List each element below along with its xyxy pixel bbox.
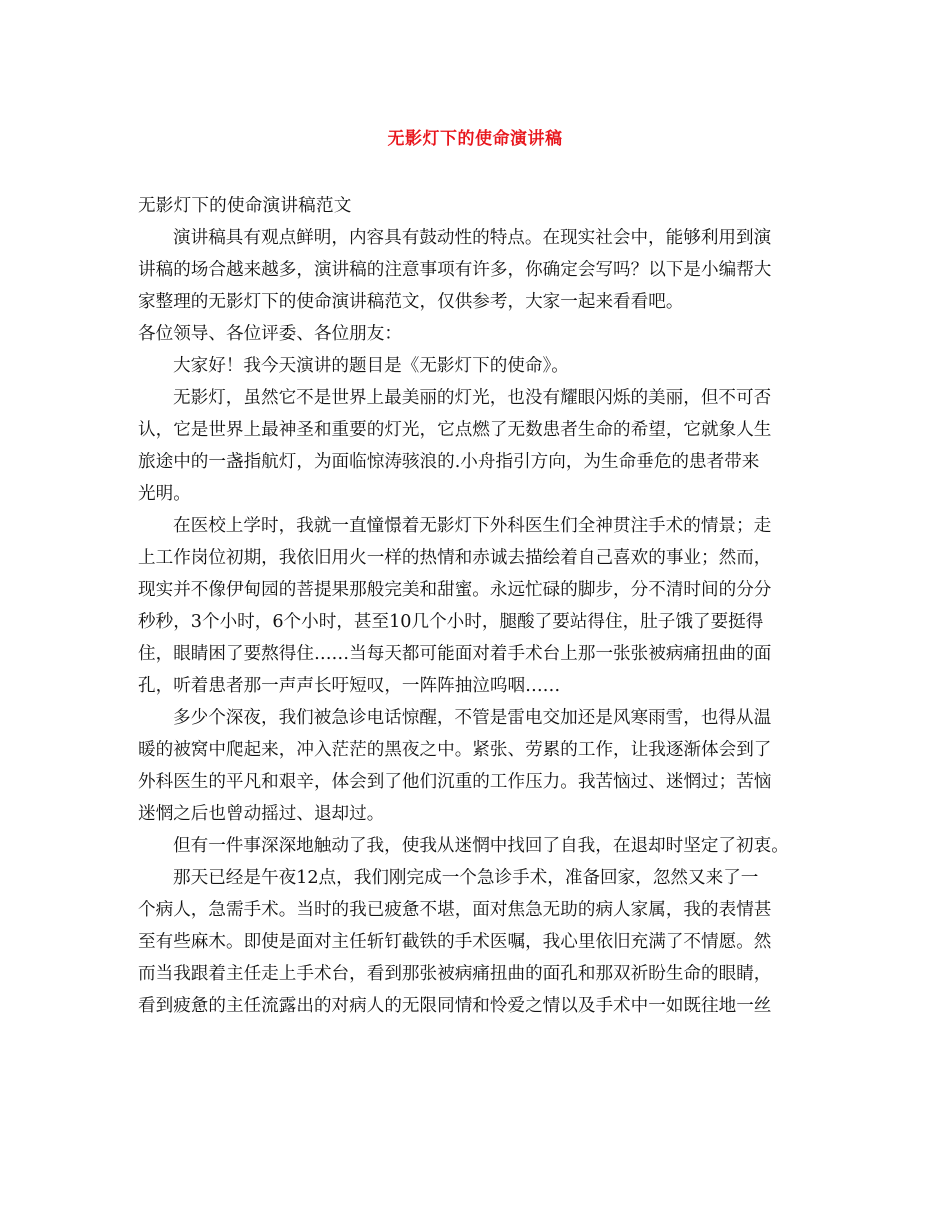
text-line: 而当我跟着主任走上手术台，看到那张被病痛扭曲的面孔和那双祈盼生命的眼睛，: [138, 964, 772, 984]
text-line: 孔，听着患者那一声声长吁短叹，一阵阵抽泣呜咽……: [138, 676, 561, 696]
text-line: 看到疲惫的主任流露出的对病人的无限同情和怜爱之情以及手术中一如既往地一丝: [138, 996, 772, 1016]
document-body: [138, 190, 816, 1022]
text-line: 个病人，急需手术。当时的我已疲惫不堪，面对焦急无助的病人家属，我的表情甚: [138, 900, 772, 920]
text-line: 旅途中的一盏指航灯，为面临惊涛骇浪的.小舟指引方向，为生命垂危的患者带来: [138, 452, 760, 472]
text-line: 外科医生的平凡和艰辛，体会到了他们沉重的工作压力。我苦恼过、迷惘过；苦恼: [138, 772, 772, 792]
text-line: 至有些麻木。即使是面对主任斩钉截铁的手术医嘱，我心里依旧充满了不情愿。然: [138, 932, 772, 952]
text-line: 演讲稿具有观点鲜明，内容具有鼓动性的特点。在现实社会中，能够利用到演: [173, 228, 772, 248]
text-line: 光明。: [138, 484, 191, 504]
document-title: 无影灯下的使命演讲稿: [387, 129, 563, 149]
text-line: 上工作岗位初期，我依旧用火一样的热情和赤诚去描绘着自己喜欢的事业；然而，: [138, 548, 772, 568]
text-line: 暖的被窝中爬起来，冲入茫茫的黑夜之中。紧张、劳累的工作，让我逐渐体会到了: [138, 740, 772, 760]
text-line: 秒秒，3个小时，6个小时，甚至10几个小时，腿酸了要站得住，肚子饿了要挺得: [138, 612, 764, 632]
text-line: 但有一件事深深地触动了我，使我从迷惘中找回了自我，在退却时坚定了初衷。: [173, 836, 789, 856]
text-line: 现实并不像伊甸园的菩提果那般完美和甜蜜。永远忙碌的脚步，分不清时间的分分: [138, 580, 772, 600]
text-line: 认，它是世界上最神圣和重要的灯光，它点燃了无数患者生命的希望，它就象人生: [138, 420, 772, 440]
text-line: 家整理的无影灯下的使命演讲稿范文，仅供参考，大家一起来看看吧。: [138, 292, 684, 312]
text-line: 大家好！我今天演讲的题目是《无影灯下的使命》。: [173, 356, 569, 376]
text-line: 在医校上学时，我就一直憧憬着无影灯下外科医生们全神贯注手术的情景；走: [173, 516, 772, 536]
text-line: 那天已经是午夜12点，我们刚完成一个急诊手术，准备回家，忽然又来了一: [173, 868, 759, 888]
document-subtitle: 无影灯下的使命演讲稿范文: [138, 196, 352, 216]
salutation-line: 各位领导、各位评委、各位朋友：: [138, 324, 402, 344]
text-line: 多少个深夜，我们被急诊电话惊醒，不管是雷电交加还是风寒雨雪，也得从温: [173, 708, 772, 728]
text-line: 讲稿的场合越来越多，演讲稿的注意事项有许多，你确定会写吗？以下是小编帮大: [138, 260, 772, 280]
text-line: 住，眼睛困了要熬得住……当每天都可能面对着手术台上那一张张被病痛扭曲的面: [138, 644, 772, 664]
text-line: 无影灯，虽然它不是世界上最美丽的灯光，也没有耀眼闪烁的美丽，但不可否: [173, 388, 772, 408]
text-line: 迷惘之后也曾动摇过、退却过。: [138, 804, 385, 824]
